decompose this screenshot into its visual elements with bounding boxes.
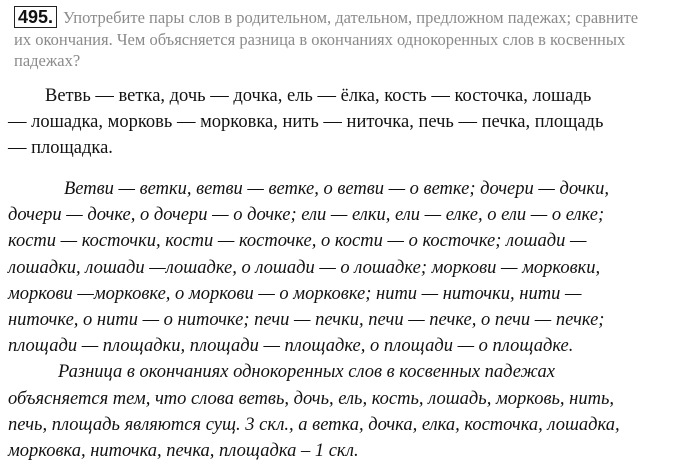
task-line-1 [14, 6, 694, 29]
answer-line: Разница в окончаниях однокоренных слов в косвенных падежах [58, 362, 555, 383]
answer-text [8, 176, 698, 464]
answer-line: объясняется тем, что слова ветвь, дочь, ель, кость, лошадь, морковь, нить, [8, 388, 614, 409]
answer-line: дочери — дочке, о дочери — о дочке; ели — елки, ели — елке, о ели — о елке; [8, 205, 605, 226]
task-number: 495. [14, 6, 57, 28]
answer-line: моркови —морковке, о моркови — о морковке; нити — ниточки, нити — [8, 283, 582, 304]
answer-line: площади — площадки, площади — площадке, о площади — о площадке. [8, 336, 574, 357]
answer-line: печь, площадь являются сущ. 3 скл., а ветка, дочка, елка, косточка, лошадка, [8, 414, 620, 435]
task-statement [14, 6, 694, 72]
answer-line: морковка, ниточка, печка, площадка – 1 скл. [8, 441, 359, 462]
task-text-line: Употребите пары слов в родительном, дательном, предложном падежах; сравните [63, 8, 639, 27]
task-text-line: их окончания. Чем объясняется разница в окончаниях однокоренных слов в косвенных [14, 29, 626, 49]
word-pairs-line: — площадка. [8, 138, 113, 158]
word-pairs-line: — лошадка, морковь — морковка, нить — ниточка, печь — печка, площадь [8, 112, 604, 132]
answer-line: Ветви — ветки, ветви — ветке, о ветви — о ветке; дочери — дочки, [64, 179, 609, 199]
answer-line: кости — косточки, кости — косточке, о кости — о косточке; лошади — [8, 231, 587, 252]
answer-line: лошадки, лошади —лошадке, о лошади — о лошадке; моркови — морковки, [8, 257, 601, 278]
task-text-line: падежах? [14, 51, 81, 70]
answer-line: ниточке, о нити — о ниточке; печи — печки, печи — печке, о печи — печке; [8, 310, 605, 331]
word-pairs-line: Ветвь — ветка, дочь — дочка, ель — ёлка, кость — косточка, лошадь [45, 86, 592, 106]
word-pairs [8, 83, 698, 161]
